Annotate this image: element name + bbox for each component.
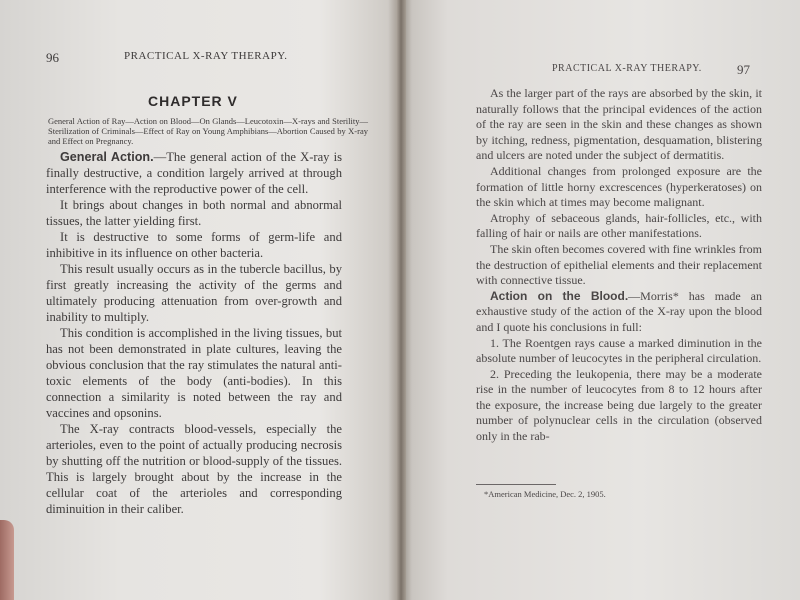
paragraph-text: The X-ray contracts blood-vessels, especially the arterioles, even to the point of actually producing necrosis by shutting off the nutrition or blood-supply of the tissues. This is largely brought about by the increase in the cellular coat of the arterioles and corresponding diminuition in their caliber. [46,422,342,516]
paragraph-text: This condition is accomplished in the living tissues, but has not been demonstrated in plate cultures, leaving the obvious conclusion that the ray stimulates the natural anti-toxic elements of the body (anti-bodies). In this connection a similarity is noted between the ray and vaccines and opsonins. [46,326,342,420]
runin-heading: Action on the Blood. [490,288,629,303]
paragraph-text: It brings about changes in both normal and abnormal tissues, the latter yielding first. [46,198,342,228]
paragraph-text: This result usually occurs as in the tubercle bacillus, by first greatly increasing the activity of the germs and ultimately producing attenuation from over-growth and inability to multiply. [46,262,342,324]
footnote: *American Medicine, Dec. 2, 1905. [484,489,606,499]
paragraph [476,289,762,336]
paragraph [476,86,762,164]
paragraph-text: Atrophy of sebaceous glands, hair-follicles, etc., with falling of hair or nails are other manifestations. [476,210,762,241]
paragraph-text: —The general action of the X-ray is finally destructive, a condition largely arrived at through interference with the reproductive power of the cell. [46,150,342,196]
paragraph-text: 1. The Roentgen rays cause a marked diminution in the absolute number of leucocytes in the peripheral circulation. [476,335,762,366]
paragraph [46,261,342,325]
paragraph [476,164,762,211]
paragraph [46,149,342,197]
paragraph-text: It is destructive to some forms of germ-life and inhibitive in its influence on other bacteria. [46,230,342,260]
chapter-summary: General Action of Ray—Action on Blood—On Glands—Leucotoxin—X-rays and Sterility—Sterilization of Criminals—Effect of Ray on Young Amphibians—Abortion Caused by X-ray and Effect on Pregnancy. [48,116,368,146]
paragraph-text: 2. Preceding the leukopenia, there may be a moderate rise in the number of leucocytes from 8 to 12 hours after the exposure, the increase being due largely to the greater number of polynuclear cells in the circulation (observed only in the rab- [476,366,762,444]
page-number-right: 97 [737,62,750,77]
paragraph-text: The skin often becomes covered with fine wrinkles from the destruction of epithelial elements and their replacement with connective tissue. [476,241,762,288]
running-head-right: PRACTICAL X-RAY THERAPY. [552,63,702,74]
paragraph [476,211,762,242]
page-number-left: 96 [46,50,59,65]
paragraph [476,336,762,367]
paragraph [476,242,762,289]
right-body-text [476,86,762,445]
thumb-edge [0,520,14,600]
running-head-left: PRACTICAL X-RAY THERAPY. [124,50,288,62]
chapter-title: CHAPTER V [148,93,238,109]
runin-heading: General Action. [60,150,154,164]
paragraph-text: As the larger part of the rays are absorbed by the skin, it naturally follows that the principal evidences of the action of the ray are seen in the skin and these changes as shown by itching, redness, pigmentation, desquamation, blistering and ulcers are noted under the subject of dermatitis. [476,86,762,163]
right-page [400,0,800,600]
paragraph [46,325,342,421]
left-body-text [46,149,342,517]
paragraph [46,229,342,261]
footnote-rule [476,484,556,485]
paragraph [46,421,342,517]
paragraph [46,197,342,229]
paragraph-text: —Morris* has made an exhaustive study of the action of the X-ray upon the blood and I quote his conclusions in full: [476,288,762,334]
paragraph [476,367,762,445]
book-gutter [396,0,406,600]
paragraph-text: Additional changes from prolonged exposure are the formation of little horny excrescences (hyperkeratoses) on the skin which at times may become malignant. [476,163,762,210]
